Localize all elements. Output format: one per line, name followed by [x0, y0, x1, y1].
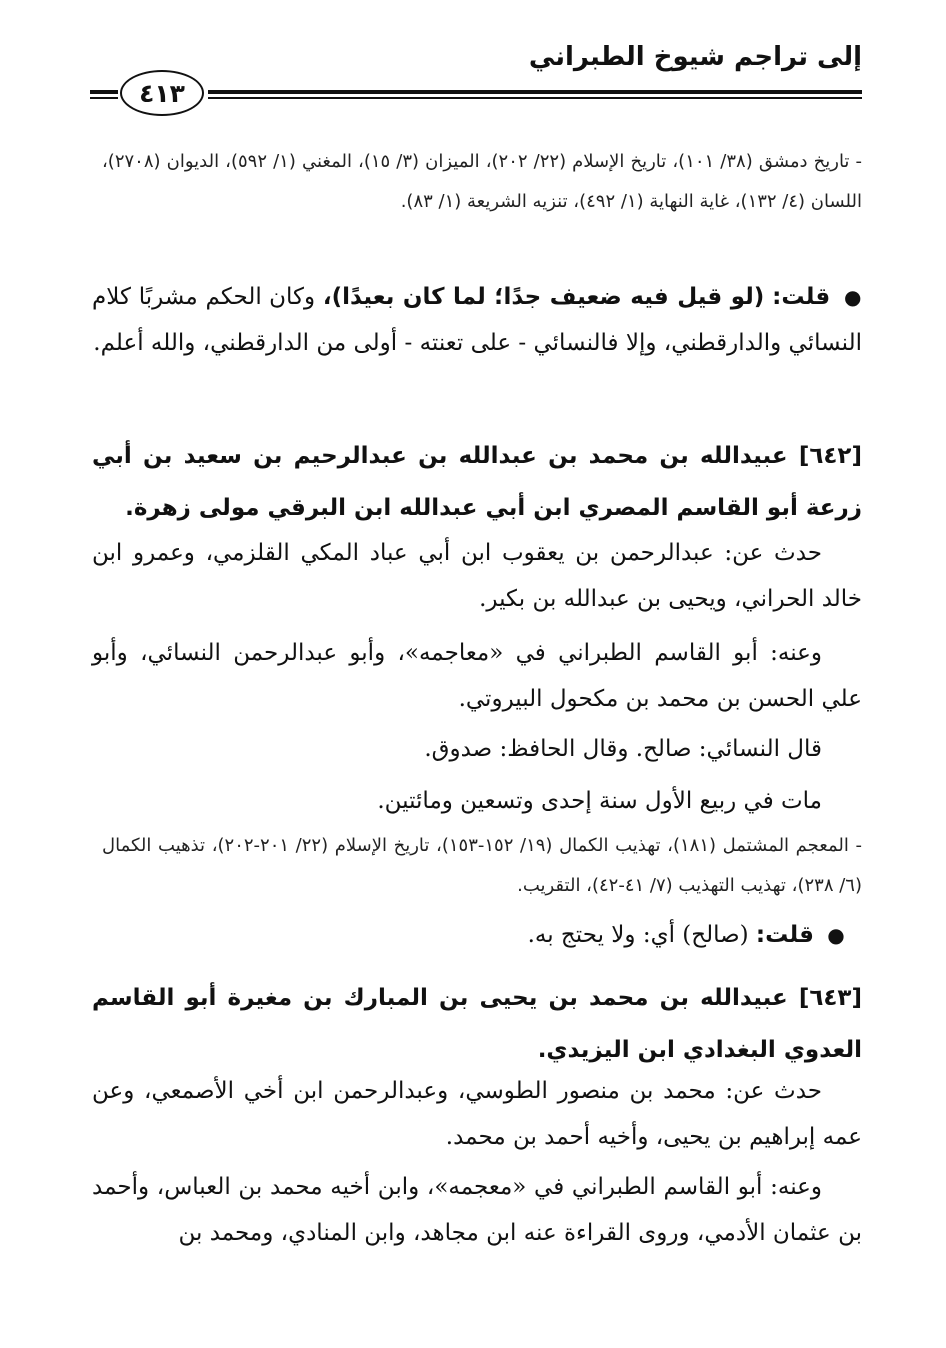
header-rule-thin	[208, 97, 862, 99]
note-text: (صالح) أي: ولا يحتج به.	[527, 922, 749, 948]
narrated-from-text: حدث عن: محمد بن منصور الطوسي، وعبدالرحمن ابن أخي الأصمعي، وعن عمه إبراهيم بن يحيى، وأخيه أحمد بن محمد.	[92, 1078, 862, 1150]
bullet-icon: ●	[844, 285, 862, 309]
entry-heading-642: [٦٤٢] عبيدالله بن محمد بن عبدالله بن عبدالرحيم بن سعيد بن أبي زرعة أبو القاسم المصري ابن أبي عبدالله ابن البرقي مولى زهرة.	[92, 443, 862, 521]
running-title: إلى تراجم شيوخ الطبراني	[528, 42, 862, 72]
header-rule-left-thin	[90, 97, 118, 99]
entry-643-narrators	[92, 1164, 862, 1256]
note-label: قلت:	[772, 284, 831, 310]
narrators-text: وعنه: أبو القاسم الطبراني في «معاجمه»، وأبو عبدالرحمن النسائي، وأبو علي الحسن بن محمد بن مكحول البيروتي.	[92, 640, 862, 712]
header-rule-left	[90, 90, 118, 94]
death-text: مات في ربيع الأول سنة إحدى وتسعين ومائتين.	[377, 788, 822, 814]
entry-642-note	[92, 912, 862, 958]
grading-text: قال النسائي: صالح. وقال الحافظ: صدوق.	[424, 736, 822, 762]
note-paragraph	[92, 274, 862, 366]
note-label: قلت:	[755, 922, 814, 948]
footnote-sources: - تاريخ دمشق (٣٨/ ١٠١)، تاريخ الإسلام (٢٢/ ٢٠٢)، الميزان (٣/ ١٥)، المغني (١/ ٥٩٢)، الديوان (٢٧٠٨)، اللسان (٤/ ١٣٢)، غاية النهاية (١/ ٤٩٢)، تنزيه الشريعة (١/ ٨٣).	[102, 151, 863, 212]
header-rule	[208, 90, 862, 94]
entry-642-narrated-from	[92, 530, 862, 622]
note-bold-quote: (لو قيل فيه ضعيف جدًا؛ لما كان بعيدًا)،	[322, 284, 765, 310]
bullet-icon: ●	[827, 923, 845, 947]
entry-642-footnote: - المعجم المشتمل (١٨١)، تهذيب الكمال (١٩/ ١٥٢-١٥٣)، تاريخ الإسلام (٢٢/ ٢٠١-٢٠٢)، تذهيب الكمال (٦/ ٢٣٨)، تهذيب التهذيب (٧/ ٤١-٤٢)، التقريب.	[102, 835, 862, 896]
entry-642-grading	[92, 726, 862, 772]
page-number: ٤١٣	[120, 70, 204, 116]
note-text: وكان الحكم مشربًا كلام النسائي والدارقطني، وإلا فالنسائي - على تعنته - أولى من الدارقطني، والله أعلم.	[92, 284, 862, 356]
entry-heading-643: [٦٤٣] عبيدالله بن محمد بن يحيى بن المبارك بن مغيرة أبو القاسم العدوي البغدادي ابن اليزيدي.	[92, 985, 862, 1063]
entry-642-death	[92, 778, 862, 824]
entry-642-narrators	[92, 630, 862, 722]
narrated-from-text: حدث عن: عبدالرحمن بن يعقوب ابن أبي عباد المكي القلزمي، وعمرو ابن خالد الحراني، ويحيى بن عبدالله بن بكير.	[92, 540, 862, 612]
entry-643-narrated-from	[92, 1068, 862, 1160]
narrators-text: وعنه: أبو القاسم الطبراني في «معجمه»، وابن أخيه محمد بن العباس، وأحمد بن عثمان الأدمي، وروى القراءة عنه ابن مجاهد، وابن المنادي، ومحمد بن	[92, 1174, 862, 1246]
